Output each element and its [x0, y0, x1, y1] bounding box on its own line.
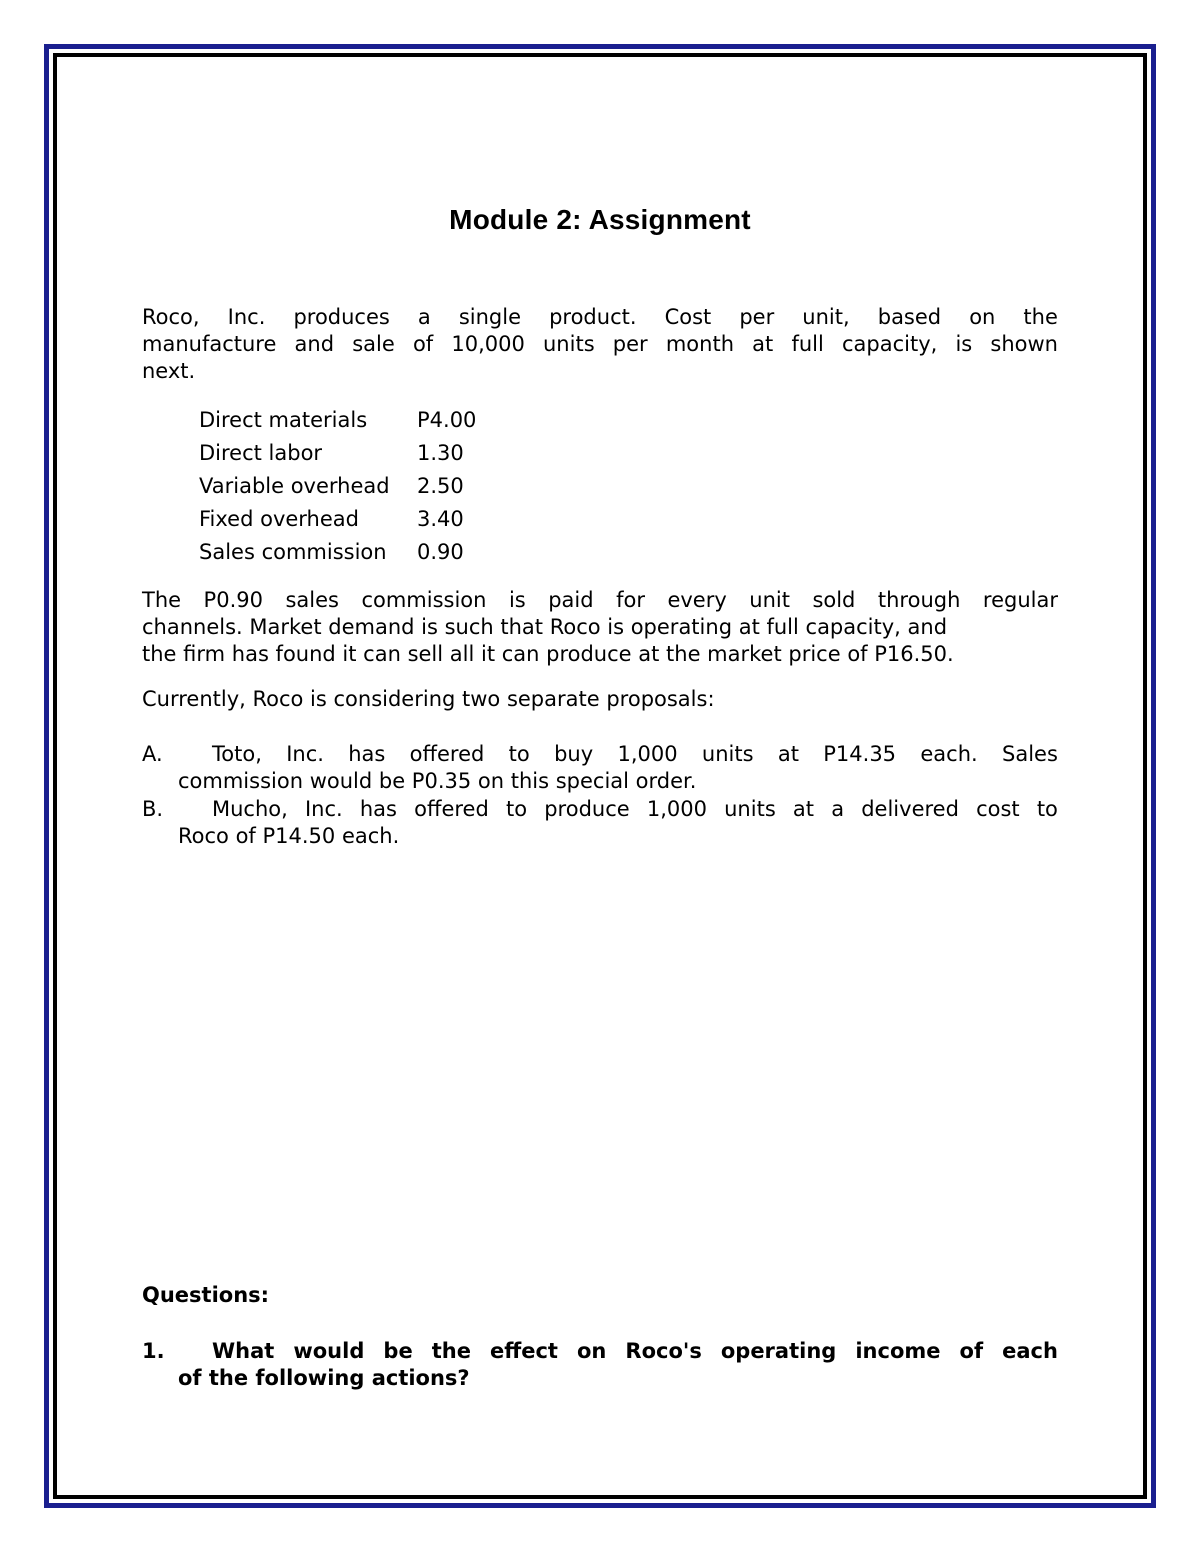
cost-row [199, 403, 476, 436]
word: effect [489, 1339, 558, 1363]
word: on [969, 305, 996, 329]
word: regular [982, 588, 1058, 612]
word: cost [976, 797, 1020, 821]
word: each. [920, 742, 978, 766]
word: Inc. [286, 742, 324, 766]
cost-row [199, 436, 476, 469]
word: be [383, 1339, 413, 1363]
word: to [508, 742, 530, 766]
word: Roco, [142, 305, 200, 329]
word: units [543, 332, 595, 356]
word: sold [812, 588, 856, 612]
cost-label: Direct materials [199, 407, 368, 432]
questions-heading: Questions: [142, 1283, 270, 1307]
proposal-a-line-1 [212, 741, 1058, 768]
word: product. [549, 305, 637, 329]
word: Toto, [212, 742, 262, 766]
word: on [577, 1339, 607, 1363]
question-1-line-1 [212, 1338, 1058, 1365]
proposals-intro: Currently, Roco is considering two separate proposals: [142, 687, 715, 711]
word: Sales [1002, 742, 1058, 766]
commission-line-3: the firm has found it can sell all it can produce at the market price of P16.50. [142, 642, 954, 666]
word: to [505, 797, 528, 821]
word: income [855, 1339, 941, 1363]
cost-row [199, 503, 476, 536]
question-marker: 1. [142, 1339, 165, 1363]
word: Mucho, [212, 797, 288, 821]
proposal-marker: A. [142, 742, 163, 766]
word: produces [293, 305, 390, 329]
word: P0.90 [203, 588, 263, 612]
word: The [142, 588, 182, 612]
proposal-b-line-1 [212, 796, 1058, 823]
word: is [955, 332, 973, 356]
word: has [348, 742, 386, 766]
word: What [212, 1339, 275, 1363]
word: unit, [802, 305, 850, 329]
word: and [294, 332, 335, 356]
word: operating [720, 1339, 837, 1363]
word: paid [548, 588, 594, 612]
word: through [877, 588, 961, 612]
word: the [431, 1339, 471, 1363]
commission-paragraph [142, 587, 1058, 668]
word: units [701, 742, 754, 766]
cost-row [199, 469, 476, 502]
word: a [417, 305, 431, 329]
intro-line-3: next. [142, 359, 196, 383]
word: 1,000 [617, 742, 678, 766]
word: of [959, 1339, 984, 1363]
word: sales [285, 588, 339, 612]
intro-paragraph [142, 304, 1058, 385]
commission-line-2: channels. Market demand is such that Roco is operating at full capacity, and [142, 615, 948, 639]
word: shown [990, 332, 1058, 356]
word: delivered [861, 797, 959, 821]
word: Inc. [227, 305, 266, 329]
word: P14.35 [823, 742, 897, 766]
cost-row [199, 536, 476, 569]
word: to [1036, 797, 1058, 821]
word: units [724, 797, 776, 821]
cost-table [199, 403, 476, 569]
cost-value: 0.90 [417, 540, 464, 565]
cost-value: 2.50 [417, 473, 464, 498]
word: sale [352, 332, 395, 356]
word: per [739, 305, 775, 329]
proposal-a [142, 741, 1058, 795]
word: at [777, 742, 799, 766]
word: of [412, 332, 434, 356]
cost-label: Sales commission [199, 540, 387, 565]
word: month [665, 332, 735, 356]
word: manufacture [142, 332, 277, 356]
word: offered [414, 797, 489, 821]
word: capacity, [841, 332, 938, 356]
cost-label: Fixed overhead [199, 507, 359, 532]
word: would [293, 1339, 365, 1363]
page-title: Module 2: Assignment [449, 204, 751, 235]
word: produce [544, 797, 630, 821]
word: offered [409, 742, 485, 766]
word: Inc. [304, 797, 343, 821]
word: per [612, 332, 648, 356]
cost-value: P4.00 [417, 407, 477, 432]
cost-value: 3.40 [417, 507, 464, 532]
word: at [752, 332, 774, 356]
proposal-marker: B. [142, 797, 164, 821]
word: Roco's [625, 1339, 702, 1363]
word: buy [554, 742, 594, 766]
word: 1,000 [646, 797, 707, 821]
word: commission [361, 588, 487, 612]
cost-value: 1.30 [417, 440, 464, 465]
word: Cost [664, 305, 712, 329]
word: each [1002, 1339, 1058, 1363]
cost-label: Variable overhead [199, 473, 390, 498]
intro-line-1 [142, 304, 1058, 331]
word: is [508, 588, 526, 612]
word: every [667, 588, 727, 612]
word: for [616, 588, 645, 612]
word: 10,000 [451, 332, 525, 356]
word: a [831, 797, 845, 821]
question-1-line-2: of the following actions? [178, 1366, 470, 1390]
word: single [458, 305, 522, 329]
word: unit [749, 588, 790, 612]
word: at [792, 797, 815, 821]
cost-label: Direct labor [199, 440, 323, 465]
proposal-b-line-2: Roco of P14.50 each. [178, 824, 400, 848]
word: has [359, 797, 397, 821]
word: the [1023, 305, 1058, 329]
intro-line-2 [142, 331, 1058, 358]
question-1 [142, 1338, 1058, 1392]
proposal-a-line-2: commission would be P0.35 on this special order. [178, 769, 697, 793]
proposal-b [142, 796, 1058, 850]
word: based [877, 305, 942, 329]
commission-line-1 [142, 587, 1058, 614]
word: full [791, 332, 824, 356]
